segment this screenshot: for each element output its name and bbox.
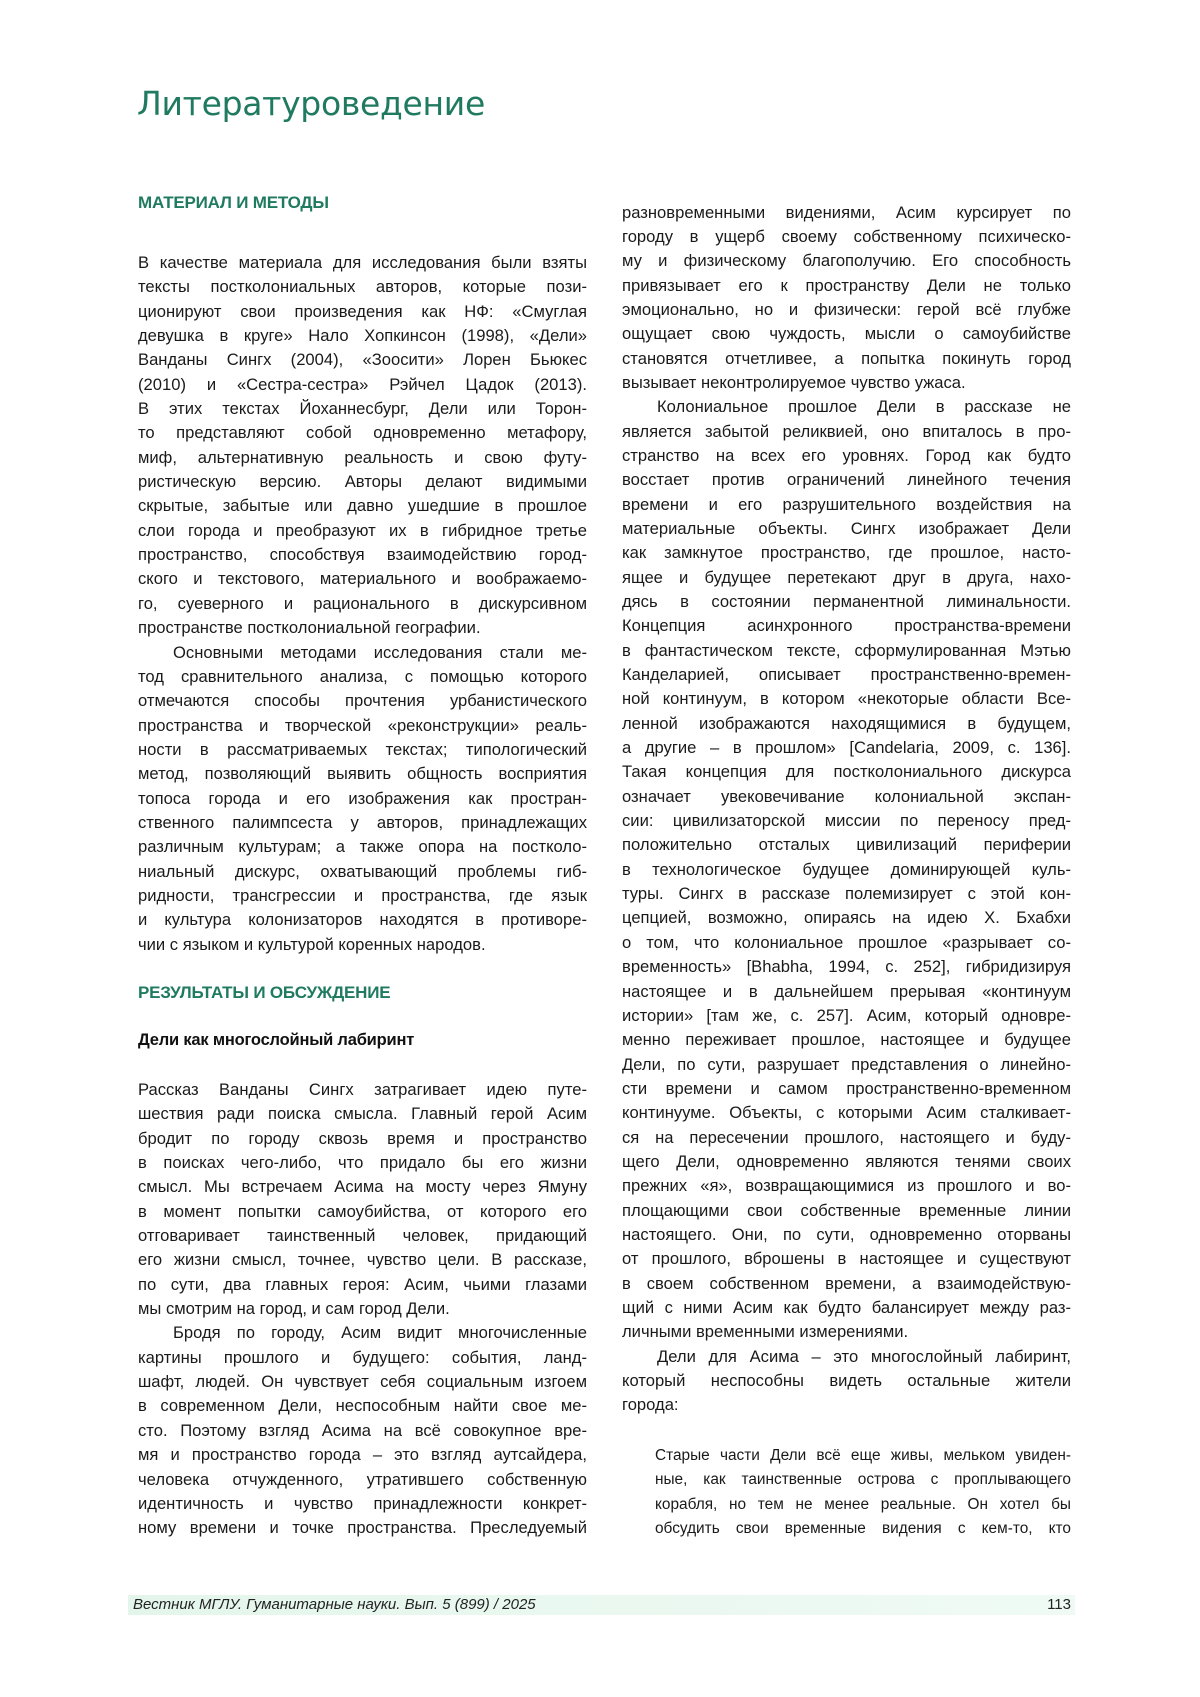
- paragraph-line: цепцией, возможно, опираясь на идею Х. Бхабхи: [622, 906, 1071, 930]
- paragraph-line: ные, как таинственные острова с проплывающего: [655, 1468, 1071, 1492]
- paragraph-line: континууме. Объекты, с которыми Асим сталкивает-: [622, 1101, 1071, 1125]
- paragraph-line: прежних «я», возвращающимися из прошлого и во-: [622, 1174, 1071, 1198]
- paragraph-line: Концепция асинхронного пространства-времени: [622, 614, 1071, 638]
- paragraph-line: привязывает его к пространству Дели не только: [622, 274, 1071, 298]
- text-column-left-bottom: [138, 1078, 587, 1541]
- paragraph-line: чии с языком и культурой коренных народов.: [138, 933, 587, 957]
- paragraph-line: который неспособны видеть остальные жители: [622, 1369, 1071, 1393]
- paragraph-line: туры. Сингх в рассказе полемизирует с этой кон-: [622, 882, 1071, 906]
- paragraph-line: щего Дели, одновременно являются тенями своих: [622, 1150, 1071, 1174]
- heading-materials-methods: МАТЕРИАЛ И МЕТОДЫ: [138, 193, 329, 213]
- paragraph-line: шествия ради поиска смысла. Главный герой Асим: [138, 1102, 587, 1126]
- paragraph-line: сти времени и самом пространственно-временном: [622, 1077, 1071, 1101]
- paragraph-line: различным культурам; а также опора на постколо-: [138, 835, 587, 859]
- paragraph-line: Дели, по сути, разрушает представления о линейно-: [622, 1053, 1071, 1077]
- paragraph-line: (2010) и «Сестра-сестра» Рэйчел Цадок (2013).: [138, 373, 587, 397]
- paragraph-line: в фантастическом тексте, сформулированная Мэтью: [622, 639, 1071, 663]
- paragraph-line: менно переживает прошлое, настоящее и будущее: [622, 1028, 1071, 1052]
- paragraph-line: в поисках чего-либо, что придало бы его жизни: [138, 1151, 587, 1175]
- paragraph-line: Основными методами исследования стали ме-: [138, 641, 587, 665]
- subheading-delhi-labyrinth: Дели как многослойный лабиринт: [138, 1031, 414, 1050]
- paragraph-line: ского и текстового, материального и воображаемо-: [138, 567, 587, 591]
- paragraph-line: мы смотрим на город, и сам город Дели.: [138, 1297, 587, 1321]
- paragraph-line: Канделарией, описывает пространственно-времен-: [622, 663, 1071, 687]
- paragraph-line: тексты постколониальных авторов, которые пози-: [138, 275, 587, 299]
- section-title: Литературоведение: [137, 84, 485, 123]
- footer-journal-title: Вестник МГЛУ. Гуманитарные науки. Вып. 5 (899) / 2025: [133, 1596, 536, 1613]
- paragraph-line: человека отчужденного, утратившего собственную: [138, 1468, 587, 1492]
- text-column-left-top: [138, 251, 587, 957]
- paragraph-line: в современном Дели, неспособным найти свое ме-: [138, 1394, 587, 1418]
- paragraph-line: обсудить свои временные видения с кем-то, кто: [655, 1517, 1071, 1541]
- paragraph-line: сии: цивилизаторской миссии по переносу пред-: [622, 809, 1071, 833]
- paragraph-line: Бродя по городу, Асим видит многочисленные: [138, 1321, 587, 1345]
- paragraph-line: идентичность и чувство принадлежности конкрет-: [138, 1492, 587, 1516]
- paragraph-line: мя и пространство города – это взгляд аутсайдера,: [138, 1443, 587, 1467]
- paragraph-line: миф, альтернативную реальность и свою футу-: [138, 446, 587, 470]
- paragraph-line: а другие – в прошлом» [Candelaria, 2009, с. 136].: [622, 736, 1071, 760]
- paragraph-line: в своем собственном времени, а взаимодействую-: [622, 1272, 1071, 1296]
- paragraph-line: то представляют собой одновременно метафору,: [138, 421, 587, 445]
- paragraph-line: дясь в состоянии перманентной лиминальности.: [622, 590, 1071, 614]
- paragraph-line: эмоционально, но и физически: герой всё глубже: [622, 298, 1071, 322]
- paragraph-line: по сути, два главных героя: Асим, чьими глазами: [138, 1273, 587, 1297]
- paragraph-line: Такая концепция для постколониального дискурса: [622, 760, 1071, 784]
- paragraph-line: картины прошлого и будущего: события, ланд-: [138, 1346, 587, 1370]
- paragraph-line: го, суеверного и рационального в дискурсивном: [138, 592, 587, 616]
- paragraph-line: становятся отчетливее, а попытка покинуть город: [622, 347, 1071, 371]
- paragraph-line: материальные объекты. Сингх изображает Дели: [622, 517, 1071, 541]
- paragraph-line: как замкнутое пространство, где прошлое, насто-: [622, 541, 1071, 565]
- paragraph-line: и культура колонизаторов находятся в противоре-: [138, 908, 587, 932]
- paragraph-line: отмечаются способы прочтения урбанистического: [138, 689, 587, 713]
- paragraph-line: вызывает неконтролируемое чувство ужаса.: [622, 371, 1071, 395]
- paragraph-line: ленной изображаются находящимися в будущем,: [622, 712, 1071, 736]
- paragraph-line: ощущает свою чуждость, мысли о самоубийстве: [622, 322, 1071, 346]
- paragraph-line: Рассказ Ванданы Сингх затрагивает идею путе-: [138, 1078, 587, 1102]
- paragraph-line: бродит по городу сквозь время и пространство: [138, 1127, 587, 1151]
- paragraph-line: тод сравнительного анализа, с помощью которого: [138, 665, 587, 689]
- paragraph-line: ридности, трансгрессии и пространства, где язык: [138, 884, 587, 908]
- block-quote: [655, 1444, 1071, 1542]
- paragraph-line: пространство, способствуя взаимодействию город-: [138, 543, 587, 567]
- paragraph-line: ционируют свои произведения как НФ: «Смуглая: [138, 300, 587, 324]
- paragraph-line: от прошлого, вброшены в настоящее и существуют: [622, 1247, 1071, 1271]
- paragraph-line: разновременными видениями, Асим курсирует по: [622, 201, 1071, 225]
- paragraph-line: отговаривает таинственный человек, придающий: [138, 1224, 587, 1248]
- paragraph-line: корабля, но тем не менее реальные. Он хотел бы: [655, 1493, 1071, 1517]
- paragraph-line: является забытой реликвией, оно впиталось в про-: [622, 420, 1071, 444]
- paragraph-line: временность» [Bhabha, 1994, с. 252], гибридизируя: [622, 955, 1071, 979]
- paragraph-line: восстает против ограничений линейного течения: [622, 468, 1071, 492]
- paragraph-line: Колониальное прошлое Дели в рассказе не: [622, 395, 1071, 419]
- paragraph-line: его жизни смысл, точнее, чувство цели. В рассказе,: [138, 1248, 587, 1272]
- paragraph-line: настоящее и в дальнейшем прерывая «континуум: [622, 980, 1071, 1004]
- paragraph-line: топоса города и его изображения как простран-: [138, 787, 587, 811]
- paragraph-line: странство на всех его уровнях. Город как будто: [622, 444, 1071, 468]
- paragraph-line: истории» [там же, с. 257]. Асим, который одновре-: [622, 1004, 1071, 1028]
- paragraph-line: положительно отсталых цивилизаций периферии: [622, 833, 1071, 857]
- paragraph-line: времени и его разрушительного воздействия на: [622, 493, 1071, 517]
- paragraph-line: города:: [622, 1393, 1071, 1417]
- paragraph-line: В качестве материала для исследования были взяты: [138, 251, 587, 275]
- heading-results-discussion: РЕЗУЛЬТАТЫ И ОБСУЖДЕНИЕ: [138, 983, 390, 1003]
- paragraph-line: смысл. Мы встречаем Асима на мосту через Ямуну: [138, 1175, 587, 1199]
- paragraph-line: ниальный дискурс, охватывающий проблемы гиб-: [138, 860, 587, 884]
- paragraph-line: в момент попытки самоубийства, от которого его: [138, 1200, 587, 1224]
- paragraph-line: площающими свои собственные временные линии: [622, 1199, 1071, 1223]
- paragraph-line: му и физическому благополучию. Его способность: [622, 249, 1071, 273]
- paragraph-line: ственного палимпсеста у авторов, принадлежащих: [138, 811, 587, 835]
- paragraph-line: пространстве постколониальной географии.: [138, 616, 587, 640]
- page-footer: [128, 1595, 1075, 1615]
- paragraph-line: о том, что колониальное прошлое «разрывает со-: [622, 931, 1071, 955]
- paragraph-line: слои города и преобразуют их в гибридное третье: [138, 519, 587, 543]
- page-number: 113: [1047, 1596, 1071, 1613]
- text-column-right: [622, 201, 1071, 1418]
- paragraph-line: ся на пересечении прошлого, настоящего и буду-: [622, 1126, 1071, 1150]
- paragraph-line: девушка в круге» Нало Хопкинсон (1998), «Дели»: [138, 324, 587, 348]
- paragraph-line: ности в рассматриваемых текстах; типологический: [138, 738, 587, 762]
- paragraph-line: ящее и будущее перетекают друг в друга, нахо-: [622, 566, 1071, 590]
- paragraph-line: скрытые, забытые или давно ушедшие в прошлое: [138, 494, 587, 518]
- paragraph-line: Старые части Дели всё еще живы, мельком увиден-: [655, 1444, 1071, 1468]
- paragraph-line: личными временными измерениями.: [622, 1320, 1071, 1344]
- paragraph-line: сто. Поэтому взгляд Асима на всё совокупное вре-: [138, 1419, 587, 1443]
- paragraph-line: Дели для Асима – это многослойный лабиринт,: [622, 1345, 1071, 1369]
- paragraph-line: ристическую версию. Авторы делают видимыми: [138, 470, 587, 494]
- paragraph-line: щий с ними Асим как будто балансирует между раз-: [622, 1296, 1071, 1320]
- paragraph-line: Ванданы Сингх (2004), «Зоосити» Лорен Бьюкес: [138, 348, 587, 372]
- paragraph-line: пространства и творческой «реконструкции» реаль-: [138, 714, 587, 738]
- paragraph-line: ной континуум, в котором «некоторые области Все-: [622, 687, 1071, 711]
- paragraph-line: городу в ущерб своему собственному психическо-: [622, 225, 1071, 249]
- paragraph-line: означает увековечивание колониальной экспан-: [622, 785, 1071, 809]
- paragraph-line: метод, позволяющий выявить общность восприятия: [138, 762, 587, 786]
- paragraph-line: настоящего. Они, по сути, одновременно оторваны: [622, 1223, 1071, 1247]
- paragraph-line: В этих текстах Йоханнесбург, Дели или Торон-: [138, 397, 587, 421]
- paragraph-line: в технологическое будущее доминирующей куль-: [622, 858, 1071, 882]
- paragraph-line: шафт, людей. Он чувствует себя социальным изгоем: [138, 1370, 587, 1394]
- paragraph-line: ному времени и точке пространства. Преследуемый: [138, 1516, 587, 1540]
